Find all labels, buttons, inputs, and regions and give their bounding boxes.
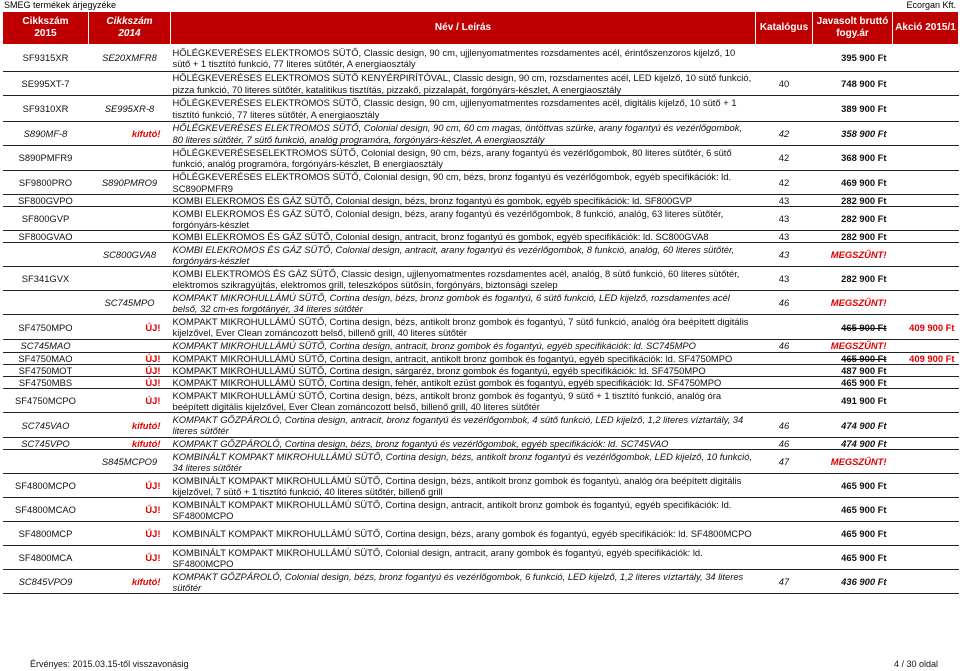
sku-2015-cell: SC745MAO [3,340,89,352]
promo-price-cell [893,122,959,146]
page-footer [0,657,960,671]
sku-2014-cell [89,207,171,231]
description-cell: KOMBINÁLT KOMPAKT MIKROHULLÁMÚ SÜTŐ, Cortina design, bézs, antikolt bronz gombok és fogantyú, analóg óra beépített digitális kijelzővel, 7 sütő + 1 tisztító funkció, 40 literes sütőtér, billenő grill [171,474,756,498]
table-row [3,522,959,546]
retail-price-cell: 465 900 Ft [813,315,893,340]
document-title: SMEG termékek árjegyzéke [4,0,117,10]
sku-2014-cell [89,474,171,498]
table-row [3,352,959,364]
promo-price-cell [893,389,959,413]
promo-price-cell [893,291,959,315]
sku-2015-cell: SF800GVAO [3,231,89,243]
description-cell: KOMBI ELEKTROMOS ÉS GÁZ SÜTŐ, Classic design, ujjlenyomatmentes rozsdamentes acél, analóg, 8 sütő funkció, 60 literes sütőtér, elektromos szikragyújtás, elektromos grill, teleszkópos sütősín, forgónyárs, biztonsági szelep [171,267,756,291]
retail-price-cell: 474 900 Ft [813,413,893,438]
description-cell: KOMBI ELEKROMOS ÉS GÁZ SÜTŐ, Colonial design, antracit, arany fogantyú és vezérlőgombok, 8 funkció, analóg, 60 literes sütőtér, forgónyárs-készlet [171,243,756,267]
catalog-page-cell: 43 [756,195,813,207]
sku-2015-cell: SF4800MCP [3,522,89,546]
sku-2014-cell [89,45,171,72]
page-number: 4 / 30 oldal [893,659,938,669]
sku-2014-cell [89,243,171,267]
description-cell: KOMPAKT GŐZPÁROLÓ, Cortina design, antracit, bronz fogantyú és vezérlőgombok, 4 sütő funkció, LED kijelző, 1,2 literes víztartály, 34 literes sütőtér [171,413,756,438]
promo-price-cell [893,522,959,546]
table-row [3,45,959,72]
sku-2014-cell [89,291,171,315]
table-row [3,474,959,498]
catalog-page-cell [756,96,813,122]
sku-2015-cell: SF4800MCAO [3,498,89,522]
description-cell: KOMBINÁLT KOMPAKT MIKROHULLÁMÚ SÜTŐ, Cortina design, antracit, antikolt bronz gombok és fogantyú, egyéb specifikációk: ld. SF4800MCPO [171,498,756,522]
promo-price-cell: 409 900 Ft [893,315,959,340]
table-row [3,72,959,96]
table-header-row [3,12,959,45]
promo-price-cell [893,438,959,450]
retail-price-cell: 748 900 Ft [813,72,893,96]
sku-2015-cell: SF4750MPO [3,315,89,340]
catalog-page-cell [756,364,813,376]
promo-price-cell [893,267,959,291]
sku-2015-cell: SC745VPO [3,438,89,450]
sku-2014-cell [89,389,171,413]
description-cell: HŐLÉGKEVERÉSES ELEKTROMOS SÜTŐ, Colonial design, 90 cm, 60 cm magas, öntöttvas szürke, arany fogantyú és vezérlőgombok, 80 literes sütőtér, 7 sütő funkció, analóg programóra, forgónyárs-készlet, A energiaosztály [171,122,756,146]
sku-2014-cell [89,438,171,450]
catalog-page-cell [756,474,813,498]
retail-price-cell: 465 900 Ft [813,377,893,389]
description-cell: KOMPAKT GŐZPÁROLÓ, Cortina design, bézs, bronz fogantyú és vezérlőgombok, egyéb specifikációk: ld. SC745VAO [171,438,756,450]
promo-price-cell [893,171,959,195]
description-cell: KOMBINÁLT KOMPAKT MIKROHULLÁMÚ SÜTŐ, Cortina design, bézs, arany gombok és fogantyú, egyéb specifikációk: ld. SF4800MCPO [171,522,756,546]
promo-price-cell [893,546,959,570]
sku-2015-cell: SF9310XR [3,96,89,122]
catalog-page-cell [756,377,813,389]
table-row [3,315,959,340]
promo-price-cell [893,146,959,171]
discontinued-status: MEGSZŰNT! [813,450,893,474]
catalog-page-cell: 47 [756,450,813,474]
retail-price-cell: 282 900 Ft [813,231,893,243]
description-cell: KOMBI ELEKROMOS ÉS GÁZ SÜTŐ, Colonial design, antracit, bronz fogantyú és gombok, egyéb specifikációk: ld. SC800GVA8 [171,231,756,243]
table-row [3,243,959,267]
table-row [3,96,959,122]
top-bar [0,0,960,11]
description-cell: HŐLÉGKEVERÉSESELEKTROMOS SÜTŐ, Colonial design, 90 cm, bézs, arany fogantyú és vezérlőgombok, 80 literes sütőtér, 6 sütő funkció, analóg programóra, forgónyárs-készlet, B energiaosztály [171,146,756,171]
sku-2014: S845MCPO9 [101,456,158,468]
header-catalog: Katalógus [756,12,813,45]
sku-2015-cell: SF4750MBS [3,377,89,389]
discontinued-badge: kifutó! [131,419,161,431]
retail-price-cell: 282 900 Ft [813,207,893,231]
discontinued-badge: kifutó! [131,438,161,450]
sku-2015-cell: SC845VPO9 [3,570,89,594]
sku-2014-cell [89,171,171,195]
promo-price-cell [893,377,959,389]
sku-2015-cell [3,450,89,474]
header-description: Név / Leírás [171,12,756,45]
sku-2014: SE995XR-8 [104,102,155,114]
sku-2014-cell [89,498,171,522]
retail-price-cell: 487 900 Ft [813,364,893,376]
promo-price-cell [893,195,959,207]
table-row [3,207,959,231]
description-cell: KOMPAKT MIKROHULLÁMÚ SÜTŐ, Cortina design, bézs, bronz gombok és fogantyú, 6 sütő funkció, LED kijelző, rozsdamentes acél belső, 32 cm-es forgótányér, 34 literes sütőtér [171,291,756,315]
description-cell: KOMPAKT MIKROHULLÁMÚ SÜTŐ, Cortina design, sárgaréz, bronz gombok és fogantyú, egyéb specifikációk: ld. SF4750MPO [171,364,756,376]
sku-2014: SC745MPO [104,297,155,309]
catalog-page-cell [756,546,813,570]
sku-2014-cell [89,570,171,594]
company-name: Ecorgan Kft. [906,0,956,10]
table-row [3,291,959,315]
table-row [3,570,959,594]
sku-2015-cell: S890MF-8 [3,122,89,146]
table-row [3,231,959,243]
table-row [3,195,959,207]
promo-price-cell [893,340,959,352]
sku-2014: SC800GVA8 [102,249,157,261]
catalog-page-cell: 43 [756,207,813,231]
description-cell: HŐLÉGKEVERÉSES ELEKTROMOS SÜTŐ, Colonial design, 90 cm, bézs, bronz fogantyú és vezérlőgombok, egyéb specifikációk: ld. SC890PMFR9 [171,171,756,195]
discontinued-status: MEGSZŰNT! [813,291,893,315]
header-promo-price: Akció 2015/1 [893,12,959,45]
retail-price-cell: 368 900 Ft [813,146,893,171]
description-cell: KOMBI ELEKROMOS ÉS GÁZ SÜTŐ, Colonial design, bézs, bronz fogantyú és gombok, egyéb specifikációk: ld. SF800GVP [171,195,756,207]
sku-2014-cell [89,122,171,146]
promo-price-cell [893,96,959,122]
table-row [3,413,959,438]
table-body [3,45,959,594]
table-row [3,438,959,450]
description-cell: KOMBINÁLT KOMPAKT MIKROHULLÁMÚ SÜTŐ, Cortina design, bézs, antikolt bronz fogantyú és vezérlőgombok, LED kijelző, 10 funkció, 34 literes sütőtér [171,450,756,474]
sku-2015-cell: SE995XT-7 [3,72,89,96]
new-badge: ÚJ! [145,504,161,516]
promo-price-cell [893,45,959,72]
catalog-page-cell: 46 [756,291,813,315]
sku-2014-cell [89,146,171,171]
sku-2015-cell: SF800GVPO [3,195,89,207]
table-row [3,377,959,389]
catalog-page-cell [756,45,813,72]
sku-2014: SE20XMFR8 [102,52,157,64]
header-sku-2014: Cikkszám 2014 [89,12,171,45]
retail-price-cell: 491 900 Ft [813,389,893,413]
description-cell: KOMPAKT MIKROHULLÁMÚ SÜTŐ, Cortina design, antracit, antikolt bronz gombok és fogantyú, egyéb specifikációk: ld. SF4750MPO [171,352,756,364]
retail-price-cell: 469 900 Ft [813,171,893,195]
sku-2014-cell [89,340,171,352]
retail-price-cell: 282 900 Ft [813,195,893,207]
catalog-page-cell: 43 [756,267,813,291]
catalog-page-cell: 46 [756,438,813,450]
catalog-page-cell [756,315,813,340]
promo-price-cell [893,570,959,594]
catalog-page-cell [756,352,813,364]
discontinued-badge: kifutó! [131,127,161,139]
new-badge: ÚJ! [145,364,161,376]
sku-2015-cell: SF341GVX [3,267,89,291]
sku-2015-cell: SC745VAO [3,413,89,438]
sku-2014-cell [89,72,171,96]
sku-2014-cell [89,450,171,474]
catalog-page-cell: 43 [756,243,813,267]
sku-2015-cell: SF9800PRO [3,171,89,195]
catalog-page-cell: 42 [756,146,813,171]
new-badge: ÚJ! [145,377,161,389]
catalog-page-cell: 40 [756,72,813,96]
sku-2014-cell [89,364,171,376]
sku-2014-cell [89,377,171,389]
header-sku-2015: Cikkszám 2015 [3,12,89,45]
sku-2015-cell [3,243,89,267]
retail-price-cell: 436 900 Ft [813,570,893,594]
retail-price-cell: 389 900 Ft [813,96,893,122]
discontinued-status: MEGSZŰNT! [813,340,893,352]
sku-2015-cell: SF4750MOT [3,364,89,376]
catalog-page-cell: 46 [756,413,813,438]
catalog-page-cell [756,498,813,522]
sku-2015-cell: SF4800MCA [3,546,89,570]
promo-price-cell: 409 900 Ft [893,352,959,364]
table-row [3,450,959,474]
table-row [3,267,959,291]
table-row [3,364,959,376]
description-cell: KOMBINÁLT KOMPAKT MIKROHULLÁMÚ SÜTŐ, Colonial design, antracit, arany gombok és fogantyú, egyéb specifikációk: ld. SF4800MCPO [171,546,756,570]
sku-2015-cell: SF4750MAO [3,352,89,364]
description-cell: KOMBI ELEKROMOS ÉS GÁZ SÜTŐ, Colonial design, bézs, arany fogantyú és vezérlőgombok, 8 funkció, analóg, 63 literes sütőtér, forgónyárs-készlet [171,207,756,231]
new-badge: ÚJ! [145,395,161,407]
description-cell: KOMPAKT MIKROHULLÁMÚ SÜTŐ, Cortina design, bézs, antikolt bronz gombok és fogantyú, 9 sütő + 1 tisztító funkció, analóg óra beépített digitális kijelzővel, Ever Clean zománcozott belső, billenő grill, 40 literes sütőtér [171,389,756,413]
sku-2014-cell [89,546,171,570]
promo-price-cell [893,498,959,522]
discontinued-status: MEGSZŰNT! [813,243,893,267]
description-cell: HŐLÉGKEVERÉSES ELEKTROMOS SÜTŐ, Classic design, 90 cm, ujjlenyomatmentes rozsdamentes acél, érintőszenzoros kijelző, 10 sütő + 1 tisztító funkció, 77 literes sütőtér, A energiaosztály [171,45,756,72]
retail-price-cell: 358 900 Ft [813,122,893,146]
catalog-page-cell [756,389,813,413]
catalog-page-cell: 42 [756,171,813,195]
description-cell: HŐLÉGKEVERÉSES ELEKTROMOS SÜTŐ, Classic design, 90 cm, ujjlenyomatmentes rozsdamentes acél, digitális kijelző, 10 sütő + 1 tisztító funkció, 77 literes sütőtér, A energiaosztály [171,96,756,122]
retail-price-cell: 282 900 Ft [813,267,893,291]
retail-price-cell: 465 900 Ft [813,546,893,570]
retail-price-cell: 465 900 Ft [813,498,893,522]
retail-price-cell: 465 900 Ft [813,522,893,546]
promo-price-cell [893,450,959,474]
sku-2015-cell: SF800GVP [3,207,89,231]
price-table [2,11,959,594]
catalog-page-cell: 42 [756,122,813,146]
promo-price-cell [893,231,959,243]
discontinued-badge: kifutó! [131,576,161,588]
table-row [3,389,959,413]
catalog-page-cell: 47 [756,570,813,594]
new-badge: ÚJ! [145,352,161,364]
sku-2014-cell [89,96,171,122]
validity-note: Érvényes: 2015.03.15-től visszavonásig [30,659,189,669]
description-cell: HŐLÉGKEVERÉSES ELEKTROMOS SÜTŐ KENYÉRPIRÍTÓVAL, Classic design, 90 cm, rozsdamentes acél, LED kijelző, 10 sütő funkció, pizza funkció, 70 literes sütőtér, katalitikus tisztítás, pizzakő, pizzalapát, forgónyárs-készlet, A energiaosztály [171,72,756,96]
promo-price-cell [893,413,959,438]
table-row [3,122,959,146]
table-row [3,546,959,570]
sku-2015-cell: SF4800MCPO [3,474,89,498]
promo-price-cell [893,72,959,96]
sku-2014-cell [89,315,171,340]
retail-price-cell: 465 900 Ft [813,352,893,364]
new-badge: ÚJ! [145,321,161,333]
promo-price-cell [893,364,959,376]
sku-2015-cell [3,291,89,315]
new-badge: ÚJ! [145,552,161,564]
sku-2015-cell: S890PMFR9 [3,146,89,171]
description-cell: KOMPAKT MIKROHULLÁMÚ SÜTŐ, Cortina design, bézs, antikolt bronz gombok és fogantyú, 7 sütő funkció, analóg óra beépített digitális kijelzővel, Ever Clean zománcozott belső, billenő grill, 40 literes sütőtér [171,315,756,340]
catalog-page-cell [756,522,813,546]
retail-price-cell: 474 900 Ft [813,438,893,450]
retail-price-cell: 395 900 Ft [813,45,893,72]
promo-price-cell [893,207,959,231]
description-cell: KOMPAKT MIKROHULLÁMÚ SÜTŐ, Cortina design, antracit, bronz gombok és fogantyú, egyéb specifikációk: ld. SC745MPO [171,340,756,352]
sku-2014-cell [89,267,171,291]
promo-price-cell [893,474,959,498]
sku-2014-cell [89,352,171,364]
sku-2014-cell [89,413,171,438]
sku-2015-cell: SF9315XR [3,45,89,72]
retail-price-cell: 465 900 Ft [813,474,893,498]
new-badge: ÚJ! [145,480,161,492]
table-row [3,498,959,522]
sku-2014-cell [89,231,171,243]
sku-2014: S890PMRO9 [101,176,158,188]
description-cell: KOMPAKT MIKROHULLÁMÚ SÜTŐ, Cortina design, fehér, antikolt ezüst gombok és fogantyú, egyéb specifikációk: ld. SF4750MPO [171,377,756,389]
table-row [3,171,959,195]
promo-price-cell [893,243,959,267]
sku-2014-cell [89,195,171,207]
new-badge: ÚJ! [145,528,161,540]
table-row [3,146,959,171]
table-row [3,340,959,352]
header-retail-price: Javasolt bruttó fogy.ár [813,12,893,45]
description-cell: KOMPAKT GŐZPÁROLÓ, Colonial design, bézs, bronz fogantyú és vezérlőgombok, 6 funkció, LED kijelző, 1,2 literes víztartály, 34 literes sütőtér [171,570,756,594]
catalog-page-cell: 43 [756,231,813,243]
sku-2014-cell [89,522,171,546]
sku-2015-cell: SF4750MCPO [3,389,89,413]
catalog-page-cell: 46 [756,340,813,352]
